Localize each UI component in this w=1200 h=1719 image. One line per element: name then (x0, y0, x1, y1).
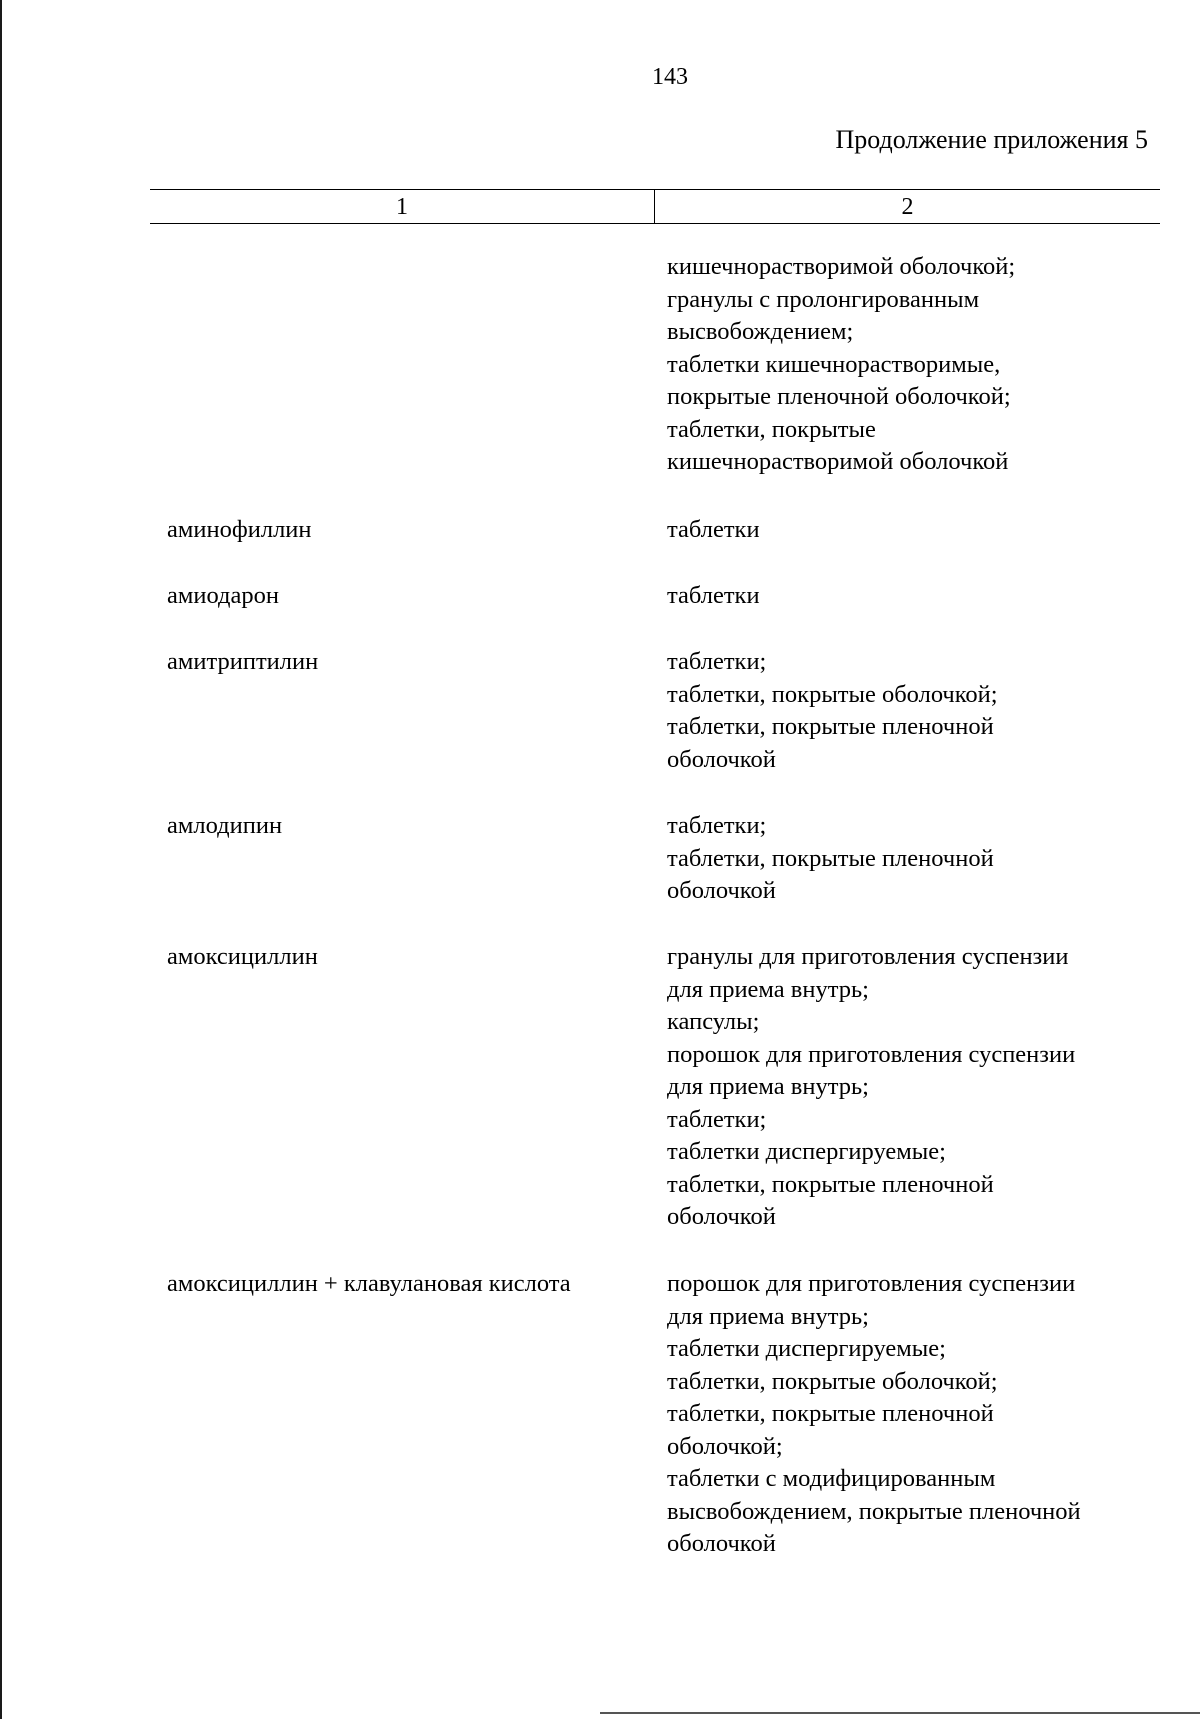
scan-edge-bottom (600, 1712, 1200, 1714)
dosage-forms-list (667, 810, 994, 908)
continuation-title: Продолжение приложения 5 (835, 125, 1148, 154)
dosage-form: таблетки, покрытые пленочной (667, 1400, 994, 1427)
dosage-form: для приема внутрь; (667, 1073, 869, 1100)
dosage-form: порошок для приготовления суспензии (667, 1270, 1076, 1297)
dosage-form: таблетки, покрытые пленочной (667, 713, 994, 740)
scan-edge-left (0, 0, 2, 1719)
dosage-form: гранулы с пролонгированным (667, 285, 980, 313)
dosage-form: таблетки кишечнорастворимые, (667, 350, 1001, 378)
dosage-forms-list (667, 251, 1015, 479)
dosage-form: покрытые пленочной оболочкой; (667, 383, 1011, 410)
column-header-1: 1 (150, 190, 655, 223)
dosage-form: кишечнорастворимой оболочкой; (667, 253, 1016, 280)
drug-name: амлодипин (167, 812, 283, 839)
dosage-forms-list (667, 514, 760, 547)
dosage-forms-list (667, 646, 998, 776)
dosage-form: кишечнорастворимой оболочкой (667, 448, 1009, 475)
dosage-form: гранулы для приготовления суспензии (667, 943, 1069, 970)
dosage-form: для приема внутрь; (667, 975, 869, 1003)
column-header-2: 2 (901, 193, 914, 220)
drug-name: амоксициллин + клавулановая кислота (167, 1270, 571, 1297)
dosage-form: таблетки, покрытые пленочной (667, 1170, 994, 1198)
page-number: 143 (652, 64, 688, 90)
dosage-form: для приема внутрь; (667, 1302, 869, 1330)
dosage-form: таблетки; (667, 648, 767, 675)
dosage-form: таблетки с модифицированным (667, 1465, 996, 1492)
drug-name: амитриптилин (167, 648, 319, 675)
dosage-forms-list (667, 1268, 1081, 1561)
dosage-form: таблетки; (667, 812, 767, 839)
dosage-form: оболочкой (667, 877, 776, 904)
dosage-form: таблетки диспергируемые; (667, 1138, 946, 1165)
dosage-form: таблетки, покрытые оболочкой; (667, 680, 998, 708)
dosage-form: таблетки, покрытые оболочкой; (667, 1367, 998, 1395)
dosage-form: капсулы; (667, 1008, 760, 1035)
dosage-form: высвобождением; (667, 318, 854, 345)
dosage-form: таблетки, покрытые пленочной (667, 844, 994, 872)
table-header (150, 189, 1160, 224)
dosage-forms-list (667, 941, 1075, 1234)
dosage-forms-list (667, 580, 760, 613)
drug-name: амоксициллин (167, 943, 318, 970)
drug-name: аминофиллин (167, 516, 312, 543)
dosage-form: высвобождением, покрытые пленочной (667, 1497, 1081, 1525)
dosage-form: таблетки (667, 516, 760, 543)
dosage-form: таблетки (667, 582, 760, 609)
dosage-form: оболочкой (667, 1530, 776, 1557)
dosage-form: таблетки; (667, 1105, 767, 1133)
dosage-form: оболочкой; (667, 1432, 783, 1460)
drug-name: амиодарон (167, 582, 279, 609)
dosage-form: оболочкой (667, 1203, 776, 1230)
dosage-form: оболочкой (667, 745, 776, 773)
dosage-form: таблетки, покрытые (667, 415, 876, 443)
dosage-form: таблетки диспергируемые; (667, 1335, 946, 1362)
dosage-form: порошок для приготовления суспензии (667, 1040, 1076, 1068)
